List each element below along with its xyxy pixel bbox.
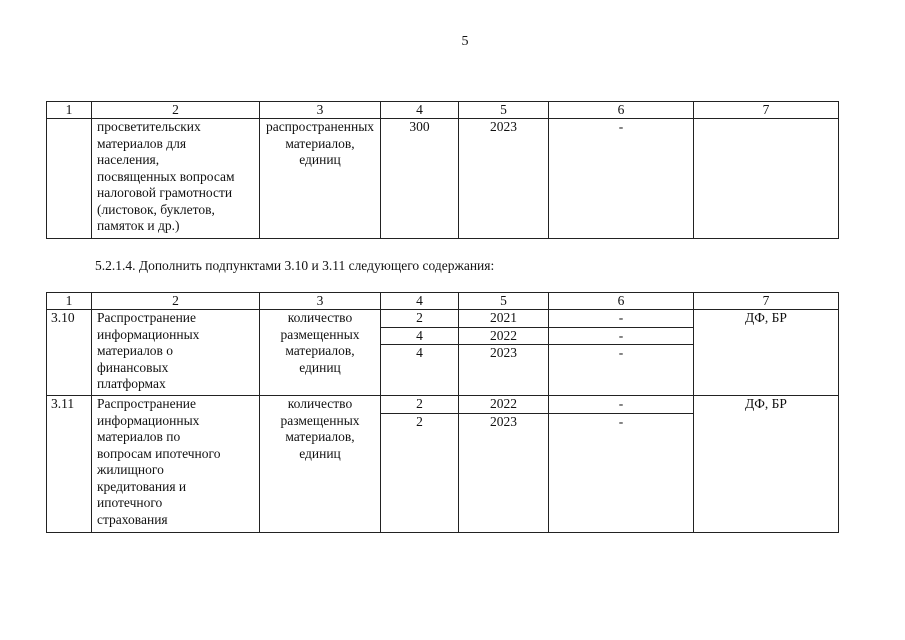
row-col7 [694,119,839,239]
sub-col6: - [549,396,693,413]
row-number [47,119,92,239]
sub-col6: - [618,413,624,429]
column-header: 4 [381,293,459,310]
row-name-line: информационных [97,412,200,428]
row-name-line: информационных [97,326,200,342]
row-name-line: платформах [97,376,166,391]
row-col6: - [549,119,694,239]
row-name-line: посвященных вопросам [97,168,235,184]
page-number: 5 [461,34,469,49]
sub-col6: - [618,345,624,360]
row-year: 2023 [459,119,549,239]
column-header: 2 [92,102,260,119]
row-name-line: материалов о [97,343,174,358]
values-cell [381,310,459,396]
sub-value: 2 [381,310,458,327]
row-unit-line: единиц [299,359,341,375]
row-name-cell [92,310,260,396]
sub-year: 2023 [490,413,517,429]
row-name-line: страхования [97,511,168,527]
col6-cell [549,310,694,396]
column-header: 4 [381,102,459,119]
table-header-row [47,102,839,119]
table-additions [46,292,839,533]
row-name-line: Распространение [97,310,197,325]
column-header: 7 [694,293,839,310]
table-row [47,396,839,533]
row-name-line: вопросам ипотечного [97,445,221,461]
row-unit-line: количество [287,396,353,411]
table-row [47,310,839,396]
values-cell [381,396,459,533]
row-name-cell [92,396,260,533]
row-name-line: (листовок, буклетов, [97,201,215,217]
row-unit-cell [260,396,381,533]
table-header-row [47,293,839,310]
sub-year: 2022 [459,327,548,345]
row-unit-line: размещенных [280,412,360,428]
column-header: 6 [549,102,694,119]
row-name-line: налоговой грамотности [97,185,233,200]
column-header: 5 [459,102,549,119]
row-number: 3.10 [47,310,92,396]
sub-value: 2 [381,396,458,413]
column-header: 3 [260,293,381,310]
column-header: 1 [47,102,92,119]
row-value: 300 [381,119,459,239]
row-unit-cell [260,310,381,396]
sub-year: 2023 [490,345,517,360]
row-unit-line: материалов, [285,135,355,151]
column-header: 5 [459,293,549,310]
row-unit-line: количество [287,310,353,325]
sub-value: 4 [381,327,458,345]
sub-year: 2022 [459,396,548,413]
column-header: 2 [92,293,260,310]
row-name-line: кредитования и [97,478,187,494]
row-unit-cell [260,119,381,239]
column-header: 1 [47,293,92,310]
row-unit-line: размещенных [280,326,360,342]
row-name-line: финансовых [97,359,169,375]
instruction-text: 5.2.1.4. Дополнить подпунктами 3.10 и 3.11 следующего содержания: [95,258,495,273]
sub-col6: - [549,310,693,327]
column-header: 6 [549,293,694,310]
row-name-line: жилищного [97,462,164,477]
row-name-line: Распространение [97,396,197,411]
row-unit-line: материалов, [285,429,355,444]
column-header: 3 [260,102,381,119]
sub-value: 2 [416,413,423,429]
row-name-line: памяток и др.) [97,218,180,233]
row-number: 3.11 [47,396,92,533]
row-unit-line: единиц [299,445,341,461]
row-name-cell [92,119,260,239]
table-continuation [46,101,839,239]
row-col7: ДФ, БР [694,310,839,396]
row-name-line: материалов по [97,429,181,444]
row-name-line: населения, [97,152,160,167]
row-col7: ДФ, БР [694,396,839,533]
sub-year: 2021 [459,310,548,327]
years-cell [459,310,549,396]
row-unit-line: материалов, [285,343,355,358]
sub-col6: - [549,327,693,345]
col6-cell [549,396,694,533]
row-name-line: просветительских [97,119,201,134]
column-header: 7 [694,102,839,119]
row-name-line: материалов для [97,135,187,151]
years-cell [459,396,549,533]
table-row [47,119,839,239]
row-unit-line: распространенных [265,119,375,134]
sub-value: 4 [416,345,423,360]
row-unit-line: единиц [299,152,341,167]
row-name-line: ипотечного [97,495,163,510]
